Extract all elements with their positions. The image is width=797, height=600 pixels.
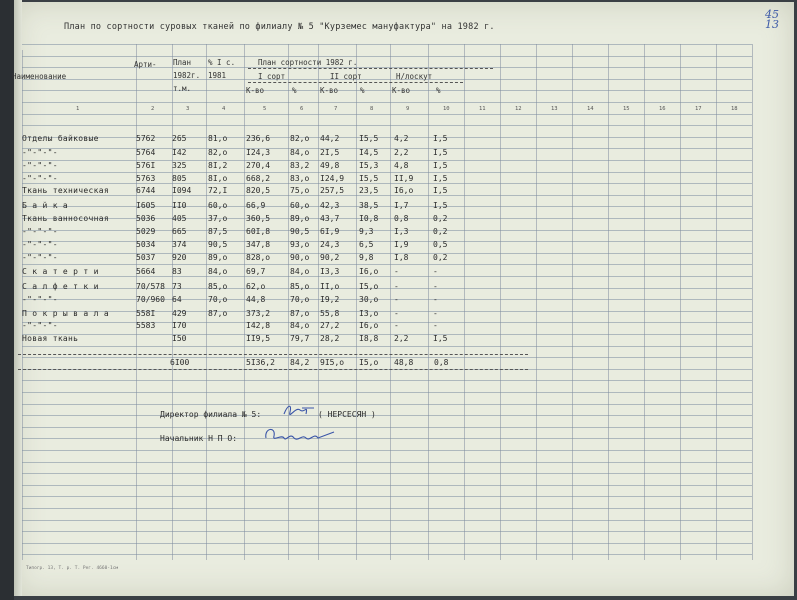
row-pc3: 0,5 bbox=[433, 240, 448, 249]
column-number: 3 bbox=[186, 106, 190, 112]
grid-row-line bbox=[22, 264, 752, 265]
grid-column-line bbox=[356, 44, 357, 560]
row-plan: 429 bbox=[172, 309, 187, 318]
grid-row-line bbox=[22, 357, 752, 358]
grid-row-line bbox=[22, 438, 752, 439]
row-k1: 44,8 bbox=[246, 295, 266, 304]
row-pc2: I0,8 bbox=[359, 214, 379, 223]
grid-row-line bbox=[22, 346, 752, 347]
grid-column-line bbox=[500, 44, 501, 560]
column-number: 11 bbox=[479, 106, 486, 112]
head-label: Начальник Н П О: bbox=[160, 434, 238, 443]
row-k1: 60I,8 bbox=[246, 227, 271, 236]
row-k2: 43,7 bbox=[320, 214, 340, 223]
header-name: Наименование bbox=[12, 72, 67, 81]
row-pc1: 79,7 bbox=[290, 334, 310, 343]
grid-row-line bbox=[22, 508, 752, 509]
row-pc1: 70,о bbox=[290, 295, 310, 304]
row-pc2: 9,8 bbox=[359, 253, 374, 262]
page-edge bbox=[14, 0, 22, 596]
header-pct-year: 1981 bbox=[208, 71, 227, 80]
row-k1: 236,6 bbox=[246, 134, 271, 143]
grid-row-line bbox=[22, 218, 752, 219]
row-pc1: 60,о bbox=[290, 201, 310, 210]
row-k1: II9,5 bbox=[246, 334, 271, 343]
row-k3: - bbox=[394, 309, 399, 318]
grid-row-line bbox=[22, 137, 752, 138]
row-k3: I6,о bbox=[394, 186, 414, 195]
header-pct-3: % bbox=[436, 86, 441, 95]
row-plan: I42 bbox=[172, 148, 187, 157]
row-k2: I9,2 bbox=[320, 295, 340, 304]
column-number: 12 bbox=[515, 106, 522, 112]
grid-column-line bbox=[318, 44, 319, 560]
row-p81: 87,5 bbox=[208, 227, 228, 236]
row-plan: II0 bbox=[172, 201, 187, 210]
row-pc2: 9,3 bbox=[359, 227, 374, 236]
row-pc1: 93,о bbox=[290, 240, 310, 249]
row-art: 5583 bbox=[136, 321, 156, 330]
row-k1: I24,3 bbox=[246, 148, 271, 157]
row-k2: 28,2 bbox=[320, 334, 340, 343]
row-p81: 82,о bbox=[208, 148, 228, 157]
row-k1: I42,8 bbox=[246, 321, 271, 330]
row-plan: 83 bbox=[172, 267, 182, 276]
grid-row-line bbox=[22, 485, 752, 486]
row-name: -"-"-"- bbox=[22, 174, 58, 183]
row-pc3: I,5 bbox=[433, 334, 448, 343]
grid-row-line bbox=[22, 404, 752, 405]
header-kvo-3: К-во bbox=[392, 86, 411, 95]
total-top-rule bbox=[18, 354, 528, 355]
grid-row-line bbox=[22, 299, 752, 300]
grid-row-line bbox=[22, 415, 752, 416]
total-pc3: 0,8 bbox=[434, 358, 449, 367]
row-pc1: 84,о bbox=[290, 267, 310, 276]
row-k3: 2,2 bbox=[394, 148, 409, 157]
row-k3: - bbox=[394, 267, 399, 276]
grid-row-line bbox=[22, 125, 752, 126]
header-pct-1: % bbox=[292, 86, 297, 95]
row-p81: 60,о bbox=[208, 201, 228, 210]
total-pc1: 84,2 bbox=[290, 358, 310, 367]
row-name: -"-"-"- bbox=[22, 321, 58, 330]
row-pc1: 82,о bbox=[290, 134, 310, 143]
row-plan: 805 bbox=[172, 174, 187, 183]
row-art: 558I bbox=[136, 309, 156, 318]
header-underline bbox=[248, 68, 493, 69]
column-number: 2 bbox=[151, 106, 155, 112]
row-name: -"-"-"- bbox=[22, 148, 58, 157]
row-pc1: 90,о bbox=[290, 253, 310, 262]
row-name: -"-"-"- bbox=[22, 227, 58, 236]
row-plan: 665 bbox=[172, 227, 187, 236]
grid-row-line bbox=[22, 160, 752, 161]
grid-row-line bbox=[22, 473, 752, 474]
row-pc1: 85,о bbox=[290, 282, 310, 291]
row-k3: I,9 bbox=[394, 240, 409, 249]
row-k3: I,8 bbox=[394, 253, 409, 262]
row-name: -"-"-"- bbox=[22, 295, 58, 304]
column-number: 17 bbox=[695, 106, 702, 112]
row-p81: 90,5 bbox=[208, 240, 228, 249]
header-kvo-1: К-во bbox=[246, 86, 265, 95]
row-k1: 69,7 bbox=[246, 267, 266, 276]
row-plan: 920 bbox=[172, 253, 187, 262]
row-art: 5664 bbox=[136, 267, 156, 276]
row-k1: 828,о bbox=[246, 253, 271, 262]
grid-row-line bbox=[22, 334, 752, 335]
grid-row-line bbox=[22, 114, 752, 115]
print-footer: Типогр. 13, Т. р. Т. Рег. 4660-1см bbox=[26, 566, 119, 571]
grid-row-line bbox=[22, 241, 752, 242]
header-kvo-2: К-во bbox=[320, 86, 339, 95]
column-number: 8 bbox=[370, 106, 374, 112]
row-k3: II,9 bbox=[394, 174, 414, 183]
row-k2: 55,8 bbox=[320, 309, 340, 318]
row-name: Новая ткань bbox=[22, 334, 79, 343]
row-p81: 84,о bbox=[208, 267, 228, 276]
grid-column-line bbox=[206, 44, 207, 560]
column-number: 16 bbox=[659, 106, 666, 112]
grid-column-line bbox=[536, 44, 537, 560]
grid-column-line bbox=[288, 44, 289, 560]
grid-row-line bbox=[22, 44, 752, 45]
grid-row-line bbox=[22, 172, 752, 173]
director-label: Директор филиала № 5: bbox=[160, 410, 262, 419]
total-pc2: I5,о bbox=[359, 358, 379, 367]
row-plan: 73 bbox=[172, 282, 182, 291]
grid-row-line bbox=[22, 311, 752, 312]
row-k3: I,3 bbox=[394, 227, 409, 236]
row-plan: 325 bbox=[172, 161, 187, 170]
row-pc3: - bbox=[433, 309, 438, 318]
row-k3: - bbox=[394, 295, 399, 304]
row-k3: I,7 bbox=[394, 201, 409, 210]
grid-column-line bbox=[244, 44, 245, 560]
header-sort2: II сорт bbox=[330, 72, 362, 81]
row-pc3: I,5 bbox=[433, 186, 448, 195]
header-plan: План bbox=[173, 58, 192, 67]
row-k3: - bbox=[394, 282, 399, 291]
header-plan-unit: т.м. bbox=[173, 84, 192, 93]
row-art: 5764 bbox=[136, 148, 156, 157]
row-art: 5762 bbox=[136, 134, 156, 143]
row-pc3: I,5 bbox=[433, 201, 448, 210]
column-number: 15 bbox=[623, 106, 630, 112]
header-pct-2: % bbox=[360, 86, 365, 95]
row-pc3: - bbox=[433, 282, 438, 291]
row-pc2: I5,5 bbox=[359, 134, 379, 143]
row-pc1: 75,о bbox=[290, 186, 310, 195]
row-p81: 81,о bbox=[208, 134, 228, 143]
row-p81: 8I,2 bbox=[208, 161, 228, 170]
document-title: План по сортности суровых тканей по филиалу № 5 "Курземес мануфактура" на 1982 г. bbox=[64, 22, 495, 32]
row-pc2: I8,8 bbox=[359, 334, 379, 343]
row-p81: 70,о bbox=[208, 295, 228, 304]
row-pc3: - bbox=[433, 321, 438, 330]
row-pc2: I5,3 bbox=[359, 161, 379, 170]
row-p81: 72,I bbox=[208, 186, 228, 195]
column-number: 4 bbox=[222, 106, 226, 112]
row-k2: 44,2 bbox=[320, 134, 340, 143]
grid-row-line bbox=[22, 392, 752, 393]
grid-column-line bbox=[428, 44, 429, 560]
row-k3: 0,8 bbox=[394, 214, 409, 223]
head-signature bbox=[262, 424, 342, 446]
grid-row-line bbox=[22, 322, 752, 323]
row-plan: 405 bbox=[172, 214, 187, 223]
grid-row-line bbox=[22, 554, 752, 555]
row-pc2: I5,5 bbox=[359, 174, 379, 183]
row-name: Отделы байковые bbox=[22, 134, 99, 143]
row-k3: - bbox=[394, 321, 399, 330]
row-k2: 90,2 bbox=[320, 253, 340, 262]
row-k1: 270,4 bbox=[246, 161, 271, 170]
row-k2: 2I,5 bbox=[320, 148, 340, 157]
row-k2: I3,3 bbox=[320, 267, 340, 276]
row-k2: 49,8 bbox=[320, 161, 340, 170]
grid-column-line bbox=[716, 44, 717, 560]
grid-column-line bbox=[680, 44, 681, 560]
grid-row-line bbox=[22, 230, 752, 231]
grid-row-line bbox=[22, 90, 752, 91]
row-pc3: I,5 bbox=[433, 161, 448, 170]
column-number: 9 bbox=[406, 106, 410, 112]
row-k2: II,о bbox=[320, 282, 340, 291]
row-k2: 24,3 bbox=[320, 240, 340, 249]
grid-row-line bbox=[22, 462, 752, 463]
row-pc2: I6,о bbox=[359, 267, 379, 276]
row-art: 70/578 bbox=[136, 282, 165, 291]
row-name: -"-"-"- bbox=[22, 253, 58, 262]
header-pct-first: % I с. bbox=[208, 58, 236, 67]
row-pc3: I,5 bbox=[433, 134, 448, 143]
row-k3: 2,2 bbox=[394, 334, 409, 343]
row-k1: 62,о bbox=[246, 282, 266, 291]
row-k2: 257,5 bbox=[320, 186, 345, 195]
row-plan: I50 bbox=[172, 334, 187, 343]
grid-row-line bbox=[22, 427, 752, 428]
grid-row-line bbox=[22, 79, 752, 80]
row-name: Ткань ванносочная bbox=[22, 214, 109, 223]
row-art: 5036 bbox=[136, 214, 156, 223]
grid-row-line bbox=[22, 102, 752, 103]
row-pc1: 84,о bbox=[290, 148, 310, 157]
director-signature bbox=[282, 402, 318, 420]
header-plan-year: 1982г. bbox=[173, 71, 201, 80]
row-plan: 265 bbox=[172, 134, 187, 143]
row-k2: 27,2 bbox=[320, 321, 340, 330]
grid-column-line bbox=[22, 50, 23, 560]
row-pc3: I,5 bbox=[433, 174, 448, 183]
column-number: 7 bbox=[334, 106, 338, 112]
row-art: 576I bbox=[136, 161, 156, 170]
grid-row-line bbox=[22, 195, 752, 196]
row-name: Ткань техническая bbox=[22, 186, 109, 195]
row-pc3: 0,2 bbox=[433, 214, 448, 223]
page-number: 45 13 bbox=[765, 8, 779, 31]
column-number: 18 bbox=[731, 106, 738, 112]
row-art: I605 bbox=[136, 201, 156, 210]
header-sort1: I сорт bbox=[258, 72, 286, 81]
grid-column-line bbox=[644, 44, 645, 560]
grid-row-line bbox=[22, 520, 752, 521]
binder-spine bbox=[0, 0, 14, 600]
row-k1: 373,2 bbox=[246, 309, 271, 318]
row-name: Б а й к а bbox=[22, 201, 69, 210]
row-plan: 64 bbox=[172, 295, 182, 304]
grid-row-line bbox=[22, 288, 752, 289]
row-p81: 87,о bbox=[208, 309, 228, 318]
total-bottom-rule bbox=[18, 369, 528, 370]
row-k1: 820,5 bbox=[246, 186, 271, 195]
row-p81: 37,о bbox=[208, 214, 228, 223]
row-pc1: 89,о bbox=[290, 214, 310, 223]
row-pc2: I4,5 bbox=[359, 148, 379, 157]
total-k1: 5I36,2 bbox=[246, 358, 275, 367]
row-art: 5763 bbox=[136, 174, 156, 183]
grid-column-line bbox=[464, 44, 465, 560]
row-name: С а л ф е т к и bbox=[22, 282, 99, 291]
grid-row-line bbox=[22, 531, 752, 532]
row-pc2: 30,о bbox=[359, 295, 379, 304]
header-article: Арти- bbox=[134, 60, 157, 69]
row-art: 5034 bbox=[136, 240, 156, 249]
grid-column-line bbox=[572, 44, 573, 560]
grid-row-line bbox=[22, 56, 752, 57]
row-k2: 42,3 bbox=[320, 201, 340, 210]
column-number: 1 bbox=[76, 106, 80, 112]
grid-column-line bbox=[608, 44, 609, 560]
row-pc2: 23,5 bbox=[359, 186, 379, 195]
grid-row-line bbox=[22, 183, 752, 184]
grid-row-line bbox=[22, 253, 752, 254]
row-k3: 4,2 bbox=[394, 134, 409, 143]
row-pc1: 83,о bbox=[290, 174, 310, 183]
row-pc3: 0,2 bbox=[433, 253, 448, 262]
row-pc3: - bbox=[433, 267, 438, 276]
row-pc1: 87,о bbox=[290, 309, 310, 318]
row-k2: 6I,9 bbox=[320, 227, 340, 236]
header-underline-2 bbox=[248, 82, 463, 83]
director-name: ( НЕРСЕСЯН ) bbox=[318, 410, 376, 419]
total-plan: 6I00 bbox=[170, 358, 190, 367]
row-art: 6744 bbox=[136, 186, 156, 195]
row-art: 5037 bbox=[136, 253, 156, 262]
row-pc1: 83,2 bbox=[290, 161, 310, 170]
row-pc3: 0,2 bbox=[433, 227, 448, 236]
column-number: 13 bbox=[551, 106, 558, 112]
row-plan: I70 bbox=[172, 321, 187, 330]
total-k2: 9I5,о bbox=[320, 358, 345, 367]
row-name: П о к р ы в а л а bbox=[22, 309, 109, 318]
row-pc3: I,5 bbox=[433, 148, 448, 157]
row-k1: 66,9 bbox=[246, 201, 266, 210]
grid-row-line bbox=[22, 496, 752, 497]
grid-row-line bbox=[22, 148, 752, 149]
row-name: -"-"-"- bbox=[22, 161, 58, 170]
column-number: 10 bbox=[443, 106, 450, 112]
row-pc1: 90,5 bbox=[290, 227, 310, 236]
row-pc2: 6,5 bbox=[359, 240, 374, 249]
grid-row-line bbox=[22, 450, 752, 451]
row-p81: 8I,о bbox=[208, 174, 228, 183]
grid-row-line bbox=[22, 276, 752, 277]
row-k2: I24,9 bbox=[320, 174, 345, 183]
row-pc2: I3,о bbox=[359, 309, 379, 318]
row-p81: 89,о bbox=[208, 253, 228, 262]
column-number: 14 bbox=[587, 106, 594, 112]
row-art: 5029 bbox=[136, 227, 156, 236]
column-number: 5 bbox=[263, 106, 267, 112]
row-pc2: I5,о bbox=[359, 282, 379, 291]
row-art: 70/960 bbox=[136, 295, 165, 304]
grid-row-line bbox=[22, 543, 752, 544]
grid-column-line bbox=[390, 44, 391, 560]
header-plan-sort: План сортности 1982 г. bbox=[258, 58, 358, 67]
total-k3: 48,8 bbox=[394, 358, 414, 367]
row-p81: 85,о bbox=[208, 282, 228, 291]
row-plan: I094 bbox=[172, 186, 192, 195]
grid-column-line bbox=[752, 44, 753, 560]
row-plan: 374 bbox=[172, 240, 187, 249]
row-pc1: 84,о bbox=[290, 321, 310, 330]
row-k1: 360,5 bbox=[246, 214, 271, 223]
row-pc3: - bbox=[433, 295, 438, 304]
row-name: -"-"-"- bbox=[22, 240, 58, 249]
row-k1: 668,2 bbox=[246, 174, 271, 183]
column-number: 6 bbox=[300, 106, 304, 112]
header-flap: Н/лоскут bbox=[396, 72, 433, 81]
row-pc2: I6,о bbox=[359, 321, 379, 330]
grid-row-line bbox=[22, 206, 752, 207]
grid-row-line bbox=[22, 380, 752, 381]
row-pc2: 38,5 bbox=[359, 201, 379, 210]
row-k3: 4,8 bbox=[394, 161, 409, 170]
row-name: С к а т е р т и bbox=[22, 267, 99, 276]
row-k1: 347,8 bbox=[246, 240, 271, 249]
